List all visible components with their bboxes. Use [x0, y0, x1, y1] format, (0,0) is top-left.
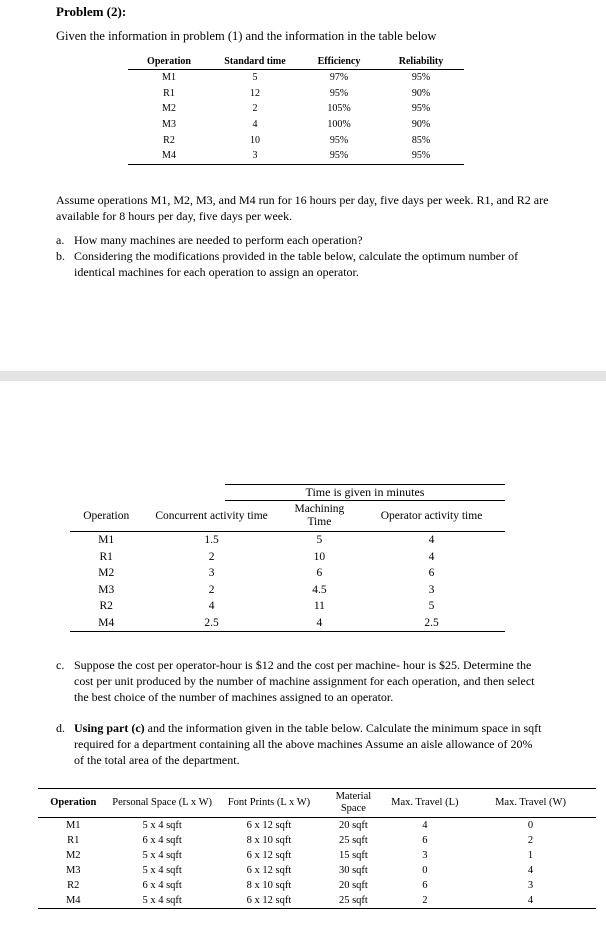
table-cell: 3: [527, 880, 534, 891]
table-cell: 4: [208, 600, 215, 613]
table-cell: M1: [98, 534, 115, 547]
table-cell: 95%: [411, 103, 431, 115]
assumption-paragraph: Assume operations M1, M2, M3, and M4 run for 16 hours per day, five days per week. R1, and R2 are available for 8 hours per day, five days per week.: [56, 193, 549, 223]
table-cell: 0: [527, 820, 534, 831]
table-cell: 5 x 4 sqft: [142, 820, 182, 831]
question-d-letter: d.: [56, 721, 65, 735]
table-cell: 12: [250, 87, 260, 99]
table-cell: 6: [422, 835, 428, 846]
table-cell: 20 sqft: [338, 820, 368, 831]
question-a-text: How many machines are needed to perform each operation?: [74, 233, 363, 247]
table-cell: 2: [208, 583, 215, 596]
column-header: Font Prints (L x W): [216, 789, 322, 818]
table-row: [38, 878, 596, 893]
table-cell: 105%: [327, 103, 351, 115]
table-cell: 10: [250, 134, 260, 146]
table-cell: 30 sqft: [338, 865, 368, 876]
question-d-text: and the information given in the table below. Calculate the minimum space in sqft required for a department containing all the above machines Assume an aisle allowance of 20% of the total area of the department.: [74, 721, 542, 767]
problem-heading: Problem (2):: [56, 4, 127, 19]
table-row: [38, 848, 596, 863]
table-row: [128, 101, 464, 117]
table-cell: 5 x 4 sqft: [109, 893, 216, 909]
table-cell: 20 sqft: [338, 880, 368, 891]
table-row: [128, 117, 464, 133]
table-cell: 8 x 10 sqft: [246, 880, 292, 891]
table-cell: 1.5: [204, 534, 219, 547]
table-cell: 5: [252, 72, 258, 84]
table-cell: M3: [162, 119, 176, 131]
question-b-letter: b.: [56, 249, 65, 263]
table-cell: 6 x 4 sqft: [142, 880, 182, 891]
table-activity-times: [70, 484, 505, 632]
table-cell: 6 x 4 sqft: [142, 835, 182, 846]
column-header: Max. Travel (W): [465, 789, 596, 818]
table-cell: 2: [527, 835, 534, 846]
table-row: [70, 565, 505, 582]
table-row: [70, 582, 505, 599]
table-cell: 2.5: [358, 615, 505, 632]
table-cell: 3: [422, 850, 428, 861]
table-cell: 95%: [329, 87, 349, 99]
column-header: Reliability: [378, 55, 464, 70]
table-row: [70, 615, 505, 632]
table-cell: 10: [313, 550, 326, 563]
table-cell: 90%: [411, 119, 431, 131]
question-d: [56, 720, 544, 768]
table-cell: 3: [428, 583, 435, 596]
table-row: [70, 532, 505, 549]
table-row: [70, 549, 505, 566]
table-cell: M1: [162, 72, 176, 84]
table-row: [128, 132, 464, 148]
table-cell: 6: [316, 567, 323, 580]
question-b: [56, 248, 544, 280]
table-cell: 3: [208, 567, 215, 580]
column-header: Material Space: [322, 789, 384, 818]
table-cell: 6 x 12 sqft: [246, 820, 292, 831]
table-cell: R1: [99, 550, 113, 563]
table-row: [38, 818, 596, 834]
table-cell: 4: [428, 550, 435, 563]
table-cell: R2: [67, 880, 80, 891]
table-cell: M3: [98, 583, 115, 596]
table-row: [128, 70, 464, 86]
table-cell: 6: [428, 567, 435, 580]
question-a: [56, 232, 544, 248]
table-cell: M4: [128, 148, 210, 164]
table-cell: 95%: [378, 148, 464, 164]
time-units-label: Time is given in minutes: [225, 484, 505, 501]
table-cell: 90%: [411, 87, 431, 99]
table-row: [70, 598, 505, 615]
table-cell: 4: [465, 893, 596, 909]
table-cell: 97%: [329, 72, 349, 84]
table-cell: 4: [527, 865, 534, 876]
table-cell: 6: [422, 880, 428, 891]
table-cell: 5 x 4 sqft: [142, 850, 182, 861]
column-header: Max. Travel (L): [385, 789, 465, 818]
table-cell: 100%: [327, 119, 351, 131]
table-standard-times: [128, 55, 464, 165]
table-cell: 0: [422, 865, 428, 876]
table-cell: 5: [316, 534, 323, 547]
time-units-header: [70, 484, 505, 501]
table-cell: 2: [385, 893, 465, 909]
table-cell: 4: [252, 119, 258, 131]
table-header-row: [70, 501, 505, 532]
table-cell: 5 x 4 sqft: [142, 865, 182, 876]
table-cell: 15 sqft: [338, 850, 368, 861]
table-cell: 2.5: [142, 615, 280, 632]
column-header: Operation: [38, 789, 109, 818]
table-cell: 4: [428, 534, 435, 547]
table-cell: 8 x 10 sqft: [246, 835, 292, 846]
column-header: Efficiency: [300, 55, 378, 70]
table-cell: 6 x 12 sqft: [246, 865, 292, 876]
table-cell: 4.5: [312, 583, 327, 596]
table-cell: R2: [99, 600, 113, 613]
page-divider-band: [0, 371, 606, 381]
question-a-letter: a.: [56, 233, 65, 247]
column-header: Operator activity time: [358, 501, 505, 532]
table-header-row: [128, 55, 464, 70]
table-cell: 95%: [300, 148, 378, 164]
table-cell: M1: [65, 820, 81, 831]
table-cell: M2: [65, 850, 81, 861]
table-cell: M3: [65, 865, 81, 876]
column-header: Personal Space (L x W): [109, 789, 216, 818]
table-row: [38, 863, 596, 878]
table-cell: 95%: [329, 134, 349, 146]
question-c-letter: c.: [56, 658, 65, 672]
question-c-text: Suppose the cost per operator-hour is $12 and the cost per machine- hour is $25. Determine the cost per unit produced by the number of machine assignment for each operation, and then select the best choice of the number of machines assigned to an operator.: [74, 658, 535, 704]
table-cell: M4: [38, 893, 109, 909]
table-cell: 95%: [411, 72, 431, 84]
table-cell: 25 sqft: [322, 893, 384, 909]
table-cell: M4: [70, 615, 142, 632]
given-text: Given the information in problem (1) and the information in the table below: [56, 29, 437, 43]
table-cell: R2: [163, 134, 175, 146]
column-header: Operation: [70, 501, 142, 532]
question-c: [56, 657, 544, 705]
column-header: Standard time: [210, 55, 300, 70]
table-cell: 2: [208, 550, 215, 563]
table-cell: 4: [422, 820, 428, 831]
table-row: [128, 148, 464, 164]
table-cell: 1: [527, 850, 534, 861]
question-b-text: Considering the modifications provided in the table below, calculate the optimum number of identical machines for each operation to assign an operator.: [74, 249, 519, 279]
table-row: [128, 86, 464, 102]
table-space-requirements: [38, 788, 596, 909]
table-cell: 85%: [411, 134, 431, 146]
table-cell: 6 x 12 sqft: [246, 850, 292, 861]
table-row: [38, 833, 596, 848]
column-header: Operation: [128, 55, 210, 70]
table-cell: 25 sqft: [338, 835, 368, 846]
table-cell: 3: [210, 148, 300, 164]
table-cell: 11: [313, 600, 325, 613]
table-cell: 6 x 12 sqft: [216, 893, 322, 909]
table-cell: 5: [428, 600, 435, 613]
table-cell: 2: [252, 103, 258, 115]
table-row: [38, 893, 596, 909]
column-header: Concurrent activity time: [142, 501, 280, 532]
column-header: Machining Time: [281, 501, 358, 532]
table-cell: R1: [163, 87, 175, 99]
table-header-row: [38, 789, 596, 818]
table-cell: R1: [67, 835, 80, 846]
question-d-bold: Using part (c): [74, 721, 145, 735]
table-cell: M2: [98, 567, 115, 580]
table-cell: M2: [162, 103, 176, 115]
table-cell: 4: [281, 615, 358, 632]
